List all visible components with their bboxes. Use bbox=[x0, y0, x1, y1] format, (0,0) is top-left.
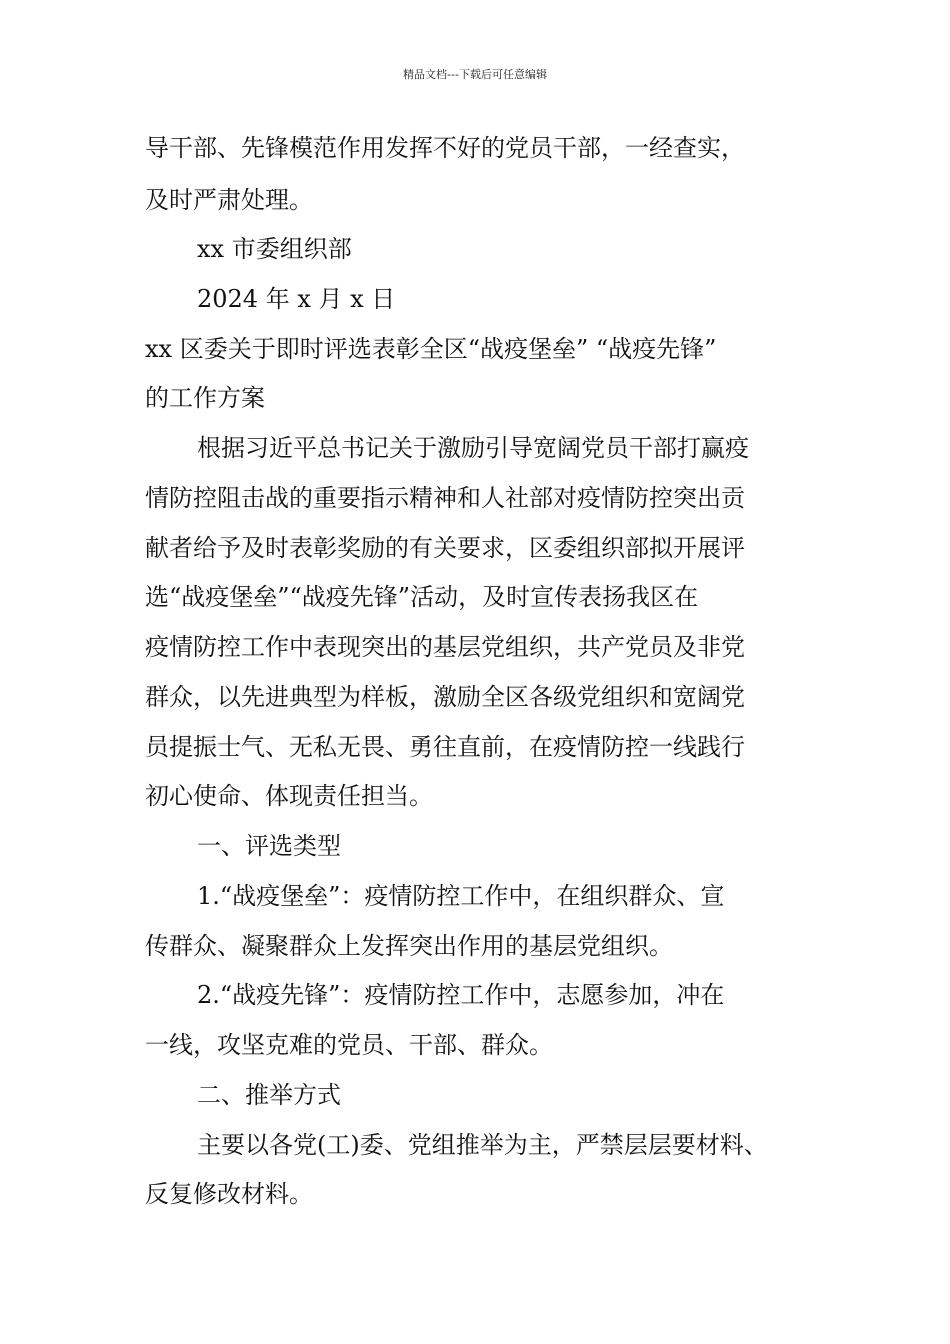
section-heading: 一、评选类型 bbox=[197, 832, 341, 860]
signature-org: xx 市委组织部 bbox=[197, 235, 352, 263]
section-heading: 二、推举方式 bbox=[197, 1081, 341, 1109]
text-line: 导干部、先锋模范作用发挥不好的党员干部，一经查实， bbox=[145, 134, 745, 162]
page-header: 精品文档---下载后可任意编辑 bbox=[403, 68, 547, 81]
text-line: 献者给予及时表彰奖励的有关要求，区委组织部拟开展评 bbox=[145, 534, 745, 562]
signature-date: 2024 年 x 月 x 日 bbox=[197, 285, 396, 313]
text-line: 传群众、凝聚群众上发挥突出作用的基层党组织。 bbox=[145, 932, 673, 960]
text-line: 情防控阻击战的重要指示精神和人社部对疫情防控突出贡 bbox=[145, 484, 745, 512]
text-line: 一线，攻坚克难的党员、干部、群众。 bbox=[145, 1031, 553, 1059]
text-line: 1.“战疫堡垒”：疫情防控工作中，在组织群众、宣 bbox=[197, 882, 725, 910]
document-title: 的工作方案 bbox=[145, 384, 265, 412]
document-title: xx 区委关于即时评选表彰全区“战疫堡垒” “战疫先锋” bbox=[145, 335, 717, 363]
text-line: 群众，以先进典型为样板，激励全区各级党组织和宽阔党 bbox=[145, 683, 745, 711]
text-line: 根据习近平总书记关于激励引导宽阔党员干部打赢疫 bbox=[197, 434, 749, 462]
text-line: 反复修改材料。 bbox=[145, 1180, 313, 1208]
text-line: 主要以各党(工)委、党组推举为主，严禁层层要材料、 bbox=[197, 1131, 768, 1159]
text-line: 及时严肃处理。 bbox=[145, 186, 313, 214]
text-line: 选“战疫堡垒”“战疫先锋”活动，及时宣传表扬我区在 bbox=[145, 583, 699, 611]
text-line: 初心使命、体现责任担当。 bbox=[145, 782, 433, 810]
text-line: 员提振士气、无私无畏、勇往直前，在疫情防控一线践行 bbox=[145, 733, 745, 761]
text-line: 疫情防控工作中表现突出的基层党组织，共产党员及非党 bbox=[145, 633, 745, 661]
text-line: 2.“战疫先锋”：疫情防控工作中，志愿参加，冲在 bbox=[197, 981, 725, 1009]
